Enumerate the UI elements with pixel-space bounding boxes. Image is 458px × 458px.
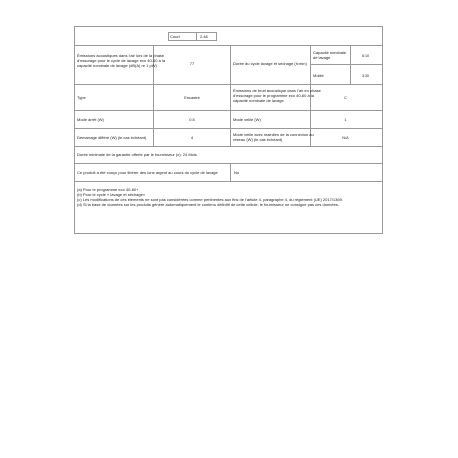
standby-label: Mode veille (W): [233, 117, 261, 122]
row-divider: [310, 64, 383, 65]
silver-ions-value: No: [234, 170, 240, 175]
rated-capacity-label-1: Capacité nominale: [313, 50, 347, 55]
warranty-text: Durée minimale de la garantie offerte par le fournisseur (c): 24 Mois: [77, 152, 197, 157]
court-label: Court: [170, 34, 180, 39]
row-divider: [74, 84, 383, 85]
court-value: 2.46: [200, 34, 208, 39]
row-divider: [74, 181, 383, 182]
row-divider: [74, 163, 383, 164]
networked-standby-label-1: Mode veille avec maintien de la connexion au: [233, 132, 314, 137]
col-divider: [230, 163, 231, 181]
footnote-b: (b) Pour le cycle « lavage et séchage»: [77, 192, 146, 197]
footnote-c: (c) Les modifications de ces éléments ne sont pas considérées comme pertinentes aux fins de l’article 4, paragraphe 4, du règlement (UE) 2017/1369.: [77, 197, 343, 202]
rated-capacity-value: 6:10: [361, 53, 370, 58]
networked-standby-value: N/A: [342, 135, 349, 140]
rated-capacity-label-2: de lavage: [313, 55, 331, 60]
type-value: Encastré: [184, 95, 200, 100]
delay-start-label: Démarrage différé (W) (le cas échéant): [77, 135, 147, 140]
networked-standby-label-2: réseau (W) (le cas échéant): [233, 137, 283, 142]
type-label: Type: [77, 95, 86, 100]
col-divider: [230, 45, 231, 146]
noise-class-value: C: [344, 95, 347, 100]
footnote-a: (a) Pour le programme eco 40-60+.: [77, 187, 140, 192]
noise-class-label-1: Émissions de bruit acoustique dans l’air en phase: [233, 88, 321, 93]
spin-noise-label-1: Émissions acoustiques dans l’air lors de la phase: [77, 53, 165, 58]
spin-noise-label-3: capacité nominale de lavage (dB(A) re 1 pW): [77, 63, 157, 68]
half-load-value: 3:30: [361, 73, 370, 78]
col-divider: [196, 32, 197, 41]
row-divider: [74, 146, 383, 147]
delay-start-value: 4: [190, 135, 194, 140]
spin-noise-value: 77: [189, 61, 195, 66]
row-divider: [74, 128, 383, 129]
wash-dry-duration-label: Durée du cycle lavage et séchage (h:min): [233, 61, 307, 66]
standby-value: 1: [344, 117, 347, 122]
row-divider: [74, 45, 383, 46]
off-mode-label: Mode arrêt (W): [77, 117, 104, 122]
row-divider: [74, 110, 383, 111]
footnote-d: (d) Si la base de données sur les produits génère automatiquement le contenu définitif de cette cellule, le fournisseur ne consigne pas ces données.: [77, 202, 339, 207]
off-mode-value: 0.5: [189, 117, 195, 122]
spin-noise-label-2: d’essorage pour le cycle de lavage eco 40-60 à la: [77, 58, 166, 63]
noise-class-label-3: capacité nominale de lavage: [233, 98, 284, 103]
noise-class-label-2: d’essorage pour le programme eco 40-60 à la: [233, 93, 314, 98]
silver-ions-label: Ce produit a été conçu pour libérer des ions argent au cours du cycle de lavage: [77, 170, 218, 175]
half-load-label: Moitié: [313, 73, 324, 78]
